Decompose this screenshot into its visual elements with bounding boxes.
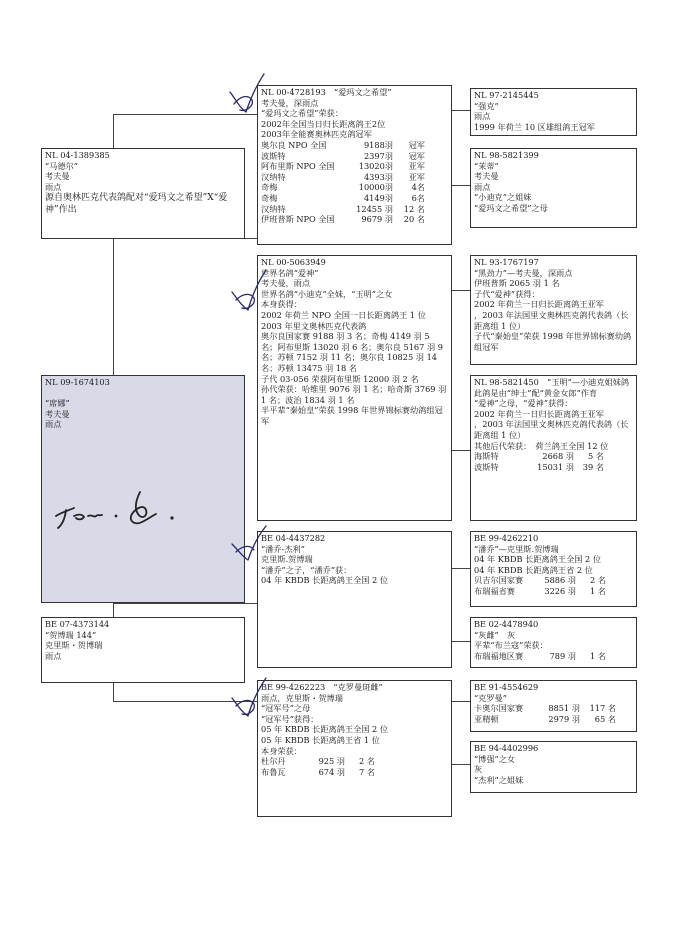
ddd-ring: BE 94-4402996 [474, 743, 539, 753]
sdd-other: 其他后代荣获： 荷兰鸽王全国 12 位 [474, 440, 609, 451]
dss-name: “潘乔”—克里斯.贺博瑞 [474, 543, 559, 554]
ssd-name: “茉蒂” [474, 160, 499, 171]
result-place: 冠军 [408, 150, 425, 161]
dss-ring: BE 99-4262210 [474, 533, 539, 543]
result-race: 波斯特 [474, 461, 499, 472]
result-place: 117 名 [589, 703, 616, 714]
result-row [261, 756, 448, 767]
sire-box [41, 148, 245, 239]
dd-honor: “冠军号”获得： [261, 713, 319, 724]
result-place: 4名 [411, 182, 425, 193]
result-race: 布瑞福地区赛 [474, 650, 524, 661]
result-place: 12 名 [403, 203, 425, 214]
dam-box [41, 617, 245, 683]
ds-relation: “潘乔”之子，“潘乔”获： [261, 564, 352, 575]
sdd-ring: NL 98-5821450 “玉明”—小迪克姐妹鸽 [474, 377, 630, 387]
dds-ring: BE 91-4554629 [474, 682, 539, 692]
result-count: 925 羽 [318, 756, 345, 767]
ss-results [261, 140, 448, 225]
connector-line [452, 290, 470, 291]
dds-name: “克罗曼” [474, 692, 507, 703]
dsd-name: “灰雌” 灰 [474, 629, 516, 640]
dd-relation: “冠军号”之母 [261, 703, 311, 714]
subject-breeder: 考夫曼 [45, 408, 70, 419]
sds-title-1: 2002 年荷兰一日归长距离鸽王亚军 [474, 299, 604, 310]
result-race: 汉纳特 [261, 203, 286, 214]
sire-ring: NL 04-1389385 [45, 150, 110, 160]
result-place: 5 名 [588, 451, 604, 462]
subject-box [41, 375, 245, 603]
result-place: 7 名 [359, 766, 375, 777]
result-count: 2397羽 [363, 150, 393, 161]
dd-own: 本身荣获： [261, 745, 302, 756]
connector-line [452, 641, 470, 642]
sds-ring: NL 93-1767197 [474, 257, 539, 267]
dss-results [474, 575, 633, 596]
subject-ring: NL 09-1674103 [45, 377, 110, 387]
dss-title-2: 04 年 KBDB 长距离鸽王省 2 位 [474, 564, 593, 575]
dam-breeder: 克里斯・贺博瑞 [45, 640, 103, 651]
ss-title-2: 2003年全能赛奥林匹克鸽冠军 [261, 129, 372, 140]
sds-box [470, 255, 637, 365]
sd-title-1: 2002 年荷兰 NPO 全国一日长距离鸽王 1 位 [261, 309, 426, 320]
result-row [261, 204, 448, 215]
result-race: 奇梅 [261, 182, 278, 193]
result-row [261, 193, 448, 204]
dd-title-1: 05 年 KBDB 长距离鸽王全国 2 位 [261, 724, 389, 735]
signature-icon [48, 486, 198, 536]
result-count: 9188羽 [363, 139, 393, 150]
connector-line [452, 701, 470, 702]
sdd-box [470, 375, 637, 521]
dsd-box [470, 617, 637, 668]
result-race: 海斯特 [474, 451, 499, 462]
result-race: 波斯特 [261, 150, 286, 161]
sss-name: “强克” [474, 100, 499, 111]
result-row [261, 214, 448, 225]
dd-breeder: 雨点，克里斯・贺博瑞 [261, 692, 343, 703]
ss-honor: “爱玛文之希望”荣获： [261, 108, 344, 119]
result-row [261, 767, 448, 778]
sd-ring: NL 00-5063949 [261, 257, 326, 267]
sds-name: “黑劲力”—考夫曼，深雨点 [474, 267, 573, 278]
result-race: 奥尔良 NPO 全国 [261, 139, 327, 150]
subject-blank [45, 388, 241, 399]
connector-line [452, 110, 470, 111]
connector-line [452, 450, 470, 451]
sss-color: 雨点 [474, 111, 491, 122]
result-count: 2668 羽 [542, 451, 574, 462]
result-row [474, 575, 633, 586]
ddd-relation-2: “杰利”之姐妹 [474, 774, 524, 785]
sd-breeder: 考夫曼，雨点 [261, 278, 311, 289]
result-count: 5886 羽 [544, 575, 576, 586]
dsd-results [474, 651, 633, 662]
result-place: 2 名 [359, 756, 375, 767]
dd-results [261, 756, 448, 777]
result-race: 阿布里斯 NPO 全国 [261, 161, 335, 172]
dsd-honor: 平辈“布兰寇”荣获： [474, 640, 548, 651]
result-row [474, 462, 633, 473]
connector-line [452, 185, 470, 186]
sss-ring: NL 97-2145445 [474, 90, 539, 100]
sd-name: 世界名鸽“爱神” [261, 267, 319, 278]
result-place: 亚军 [408, 171, 425, 182]
ds-ring: BE 04-4437282 [261, 533, 326, 543]
dds-box [470, 680, 637, 732]
result-place: 冠军 [408, 139, 425, 150]
result-place: 20 名 [403, 214, 425, 225]
result-count: 8851 羽 [548, 703, 580, 714]
result-row [261, 182, 448, 193]
ds-title: 04 年 KBDB 长距离鸽王全国 2 位 [261, 575, 389, 586]
sdd-parents: 此鸽是由“绅士”配“黄金女郎”作育 [474, 387, 598, 398]
ddd-box [470, 741, 637, 793]
result-race: 汉纳特 [261, 171, 286, 182]
dss-title-1: 04 年 KBDB 长距离鸽王全国 2 位 [474, 554, 602, 565]
ddd-color: 灰 [474, 764, 483, 775]
ssd-relation-2: “爱玛文之希望”之母 [474, 202, 548, 213]
result-count: 9679 羽 [361, 214, 393, 225]
result-count: 4393羽 [363, 171, 393, 182]
connector-line [452, 568, 470, 569]
sds-title-2: ，2003 年法国里文奥林匹克鸽代表鸽（长距离组 1 位） [474, 309, 629, 331]
connector-line [113, 114, 257, 115]
sdd-relation: “爱神”之母，“爱神”获得： [474, 398, 573, 409]
connector-line [113, 114, 114, 148]
result-row [474, 651, 633, 662]
sds-result: 伊班普斯 2065 羽 1 名 [474, 278, 560, 289]
result-place: 亚军 [408, 161, 425, 172]
subject-color: 雨点 [45, 419, 62, 430]
ss-title-1: 2002年全国当日归长距离鸽王2位 [261, 118, 386, 129]
sds-offspring: 子代“爱神”获得： [474, 288, 540, 299]
connector-line [113, 701, 257, 702]
result-place: 1 名 [590, 650, 606, 661]
sdd-title-2: ，2003 年法国里文奥林匹克鸽代表鸽（长距离组 1 位） [474, 419, 629, 440]
result-row [261, 161, 448, 172]
dam-sire-box [257, 531, 452, 668]
sd-results: 奥尔良国家赛 9188 羽 3 名；奇梅 4149 羽 5 名；阿布里斯 13020 羽 6 名；奥尔良 5167 羽 9 名；苏顿 7152 羽 11 名；奥尔良 10825 羽 14 名；苏顿 13475 羽 18 名 [261, 331, 446, 373]
sire-sire-box [257, 85, 452, 245]
sd-grand: 孙代荣获：哈维里 9076 羽 1 名；哈奇斯 3769 羽 1 名；波治 1834 羽 1 名 [261, 384, 449, 405]
connector-line [113, 603, 114, 617]
sire-dam-box [257, 255, 452, 521]
ssd-color: 雨点 [474, 181, 491, 192]
sire-note: 源自奥林匹克代表鸽配对“爱玛文之希望”X“爱神”作出 [45, 193, 228, 216]
result-race: 奇梅 [261, 192, 278, 203]
result-row [261, 151, 448, 162]
result-row [474, 703, 633, 714]
result-race: 布瑞福省赛 [474, 585, 515, 596]
dsd-ring: BE 02-4478940 [474, 619, 539, 629]
sire-name: “马德尔” [45, 160, 78, 171]
sd-title-2: 2003 年里文奥林匹克代表鸽 [261, 320, 367, 331]
result-count: 15031 羽 [537, 461, 574, 472]
result-row [261, 140, 448, 151]
result-row [474, 586, 633, 597]
result-place: 65 名 [594, 713, 616, 724]
dam-name: “贺博瑞 144” [45, 629, 97, 640]
sire-breeder: 考夫曼 [45, 171, 70, 182]
dam-ring: BE 07-4373144 [45, 619, 110, 629]
result-race: 伊班普斯 NPO 全国 [261, 214, 335, 225]
result-count: 2979 羽 [548, 713, 580, 724]
sdd-title-1: 2002 年荷兰一日归长距离鸽王亚军 [474, 408, 604, 419]
dd-ring: BE 99-4262223 “克罗曼斑雌” [261, 682, 383, 692]
ddd-relation: “博强”之女 [474, 753, 516, 764]
sd-own: 本身获得： [261, 299, 302, 310]
sss-box [470, 88, 637, 136]
result-row [474, 714, 633, 725]
result-race: 卡奥尔国家赛 [474, 703, 524, 714]
result-count: 674 羽 [318, 766, 345, 777]
result-count: 789 羽 [549, 650, 576, 661]
ssd-ring: NL 98-5821399 [474, 150, 539, 160]
sd-half: 半平辈“秦始皇”荣获 1998 年世界锦标赛幼鸽组冠军 [261, 405, 443, 426]
sds-offspring-2: 子代“秦始皇”荣获 1998 年世界锦标赛幼鸽组冠军 [474, 331, 632, 352]
dss-box [470, 531, 637, 607]
ds-name: “潘乔-杰利” [261, 543, 305, 554]
result-place: 39 名 [582, 461, 604, 472]
connector-line [113, 603, 257, 604]
sss-title: 1999 年荷兰 10 区雄组鸽王冠军 [474, 121, 595, 132]
sd-offspring: 子代 03-056 荣获阿布里斯 12000 羽 2 名 [261, 373, 419, 384]
ssd-breeder: 考夫曼 [474, 171, 499, 182]
sd-relation: 世界名鸽“小迪克”全妹，“玉明”之女 [261, 288, 393, 299]
ssd-relation-1: “小迪克”之姐妹 [474, 192, 532, 203]
connector-line [113, 238, 114, 375]
dam-dam-box [257, 680, 452, 817]
ss-breeder: 考夫曼，深雨点 [261, 97, 319, 108]
ds-breeder: 克里斯.贺博瑞 [261, 554, 313, 565]
result-count: 3226 羽 [544, 585, 576, 596]
ssd-box [470, 148, 637, 228]
ss-ring: NL 00-4728193 “爱玛文之希望” [261, 87, 392, 97]
connector-line [452, 764, 470, 765]
result-count: 13020羽 [358, 161, 393, 172]
result-count: 4149羽 [363, 192, 393, 203]
result-race: 贝吉尔国家赛 [474, 575, 524, 586]
result-count: 10000羽 [358, 182, 393, 193]
sire-color: 雨点 [45, 181, 62, 192]
result-place: 2 名 [590, 575, 606, 586]
connector-line [113, 683, 114, 701]
result-row [474, 451, 633, 462]
dds-results [474, 703, 633, 724]
result-place: 6名 [411, 192, 425, 203]
dd-title-2: 05 年 KBDB 长距离鸽王省 1 位 [261, 734, 380, 745]
sdd-results [474, 451, 633, 472]
dam-color: 雨点 [45, 650, 62, 661]
result-race: 杜尔丹 [261, 756, 286, 767]
result-place: 1 名 [590, 585, 606, 596]
result-race: 亚精顿 [474, 713, 499, 724]
result-row [261, 172, 448, 183]
result-count: 12455 羽 [356, 203, 393, 214]
subject-name: “席娜” [45, 398, 70, 409]
result-race: 布鲁瓦 [261, 766, 286, 777]
